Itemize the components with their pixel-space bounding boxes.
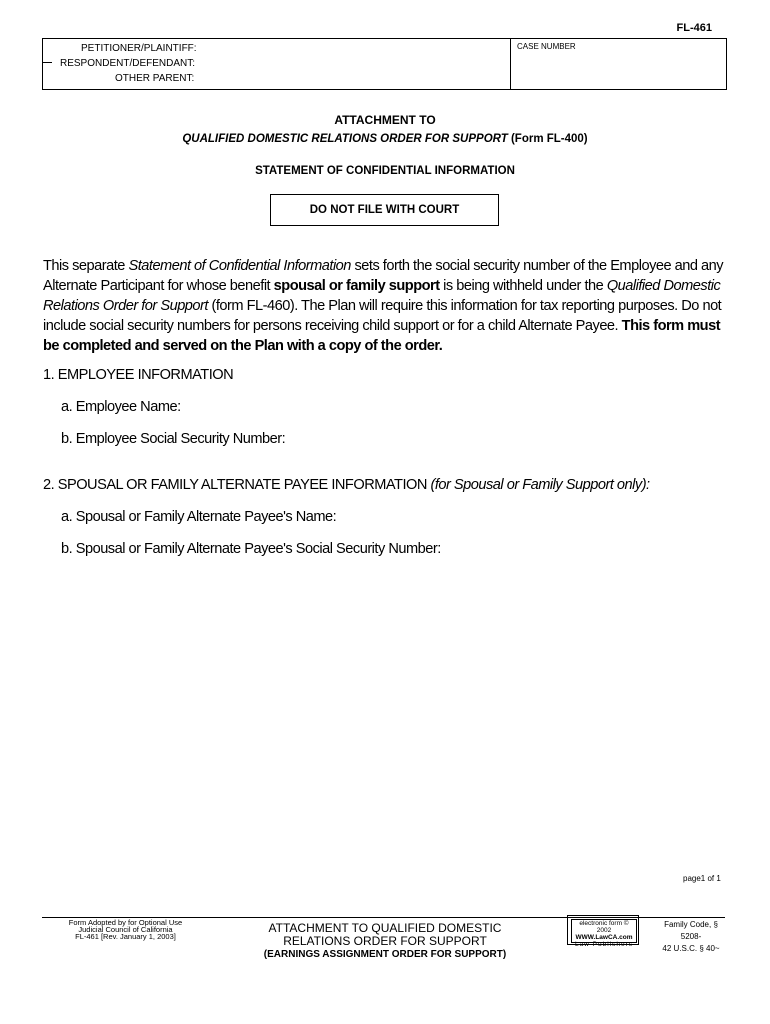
title-attachment: ATTACHMENT TO <box>334 113 436 127</box>
code-line-1: Family Code, § 5208- <box>664 920 718 941</box>
intro-paragraph <box>43 256 731 354</box>
section1-heading: 1. EMPLOYEE INFORMATION <box>43 367 234 383</box>
footer-title-3: (EARNINGS ASSIGNMENT ORDER FOR SUPPORT) <box>263 949 507 960</box>
form-adopted-note <box>58 919 193 940</box>
do-not-file-box: DO NOT FILE WITH COURT <box>270 194 499 226</box>
payee-name-label: a. Spousal or Family Alternate Payee's Name: <box>61 509 337 525</box>
footer-title <box>210 922 560 961</box>
section2-heading <box>43 477 650 493</box>
para-italic-2: Qualified Domestic Relations Order for Support <box>43 278 721 314</box>
employee-ssn-label: b. Employee Social Security Number: <box>61 431 286 447</box>
respondent-label: RESPONDENT/DEFENDANT: <box>60 58 196 69</box>
footer-title-2: RELATIONS ORDER FOR SUPPORT <box>283 934 487 948</box>
publisher-line-3: Law Publishers <box>574 941 634 948</box>
section2-heading-text: 2. SPOUSAL OR FAMILY ALTERNATE PAYEE INFORMATION <box>43 477 431 493</box>
adopted-line-2: Judicial Council of California <box>78 925 173 934</box>
para-text-3: is being withheld under the <box>439 278 607 294</box>
para-text-1: This separate <box>43 258 129 274</box>
title-order-form: (Form FL-400) <box>507 133 588 145</box>
petitioner-label: PETITIONER/PLAINTIFF: <box>81 43 197 54</box>
payee-ssn-label: b. Spousal or Family Alternate Payee's Social Security Number: <box>61 541 441 557</box>
employee-name-label: a. Employee Name: <box>61 399 181 415</box>
section2-heading-italic: (for Spousal or Family Support only): <box>430 477 650 493</box>
caption-mark <box>42 62 52 63</box>
page-number: page1 of 1 <box>683 874 721 883</box>
title-statement: STATEMENT OF CONFIDENTIAL INFORMATION <box>255 165 515 177</box>
other-parent-label: OTHER PARENT: <box>115 73 195 84</box>
code-citation <box>655 919 727 955</box>
publisher-line-1: electronic form © 2002 <box>579 920 629 934</box>
adopted-line-3: FL-461 [Rev. January 1, 2003] <box>75 932 176 941</box>
footer-title-1: ATTACHMENT TO QUALIFIED DOMESTIC <box>268 921 502 935</box>
para-bold-1: spousal or family support <box>273 278 440 294</box>
para-bold-2: This form must be completed and served on the Plan with a copy of the order. <box>43 318 721 354</box>
para-italic-1: Statement of Confidential Information <box>128 258 351 274</box>
para-text-4: (form FL-460). The Plan will require this information for tax reporting purposes. Do not include social security numbers for persons receiving child support or for a child Alternate Payee. <box>43 298 722 334</box>
publisher-stamp <box>571 919 637 948</box>
publisher-url[interactable]: WWW.LawCA.com <box>575 934 633 941</box>
caption-divider <box>510 38 511 89</box>
code-line-2: 42 U.S.C. § 40~ <box>662 944 720 953</box>
para-text-2: sets forth the social security number of the Employee and any Alternate Participant for whose benefit <box>43 258 724 294</box>
title-order <box>0 133 770 145</box>
form-number: FL-461 <box>676 22 712 34</box>
case-number-label: CASE NUMBER <box>517 42 576 51</box>
adopted-line-1: Form Adopted by for Optional Use <box>68 918 183 927</box>
title-order-italic: QUALIFIED DOMESTIC RELATIONS ORDER FOR SUPPORT <box>182 133 508 145</box>
